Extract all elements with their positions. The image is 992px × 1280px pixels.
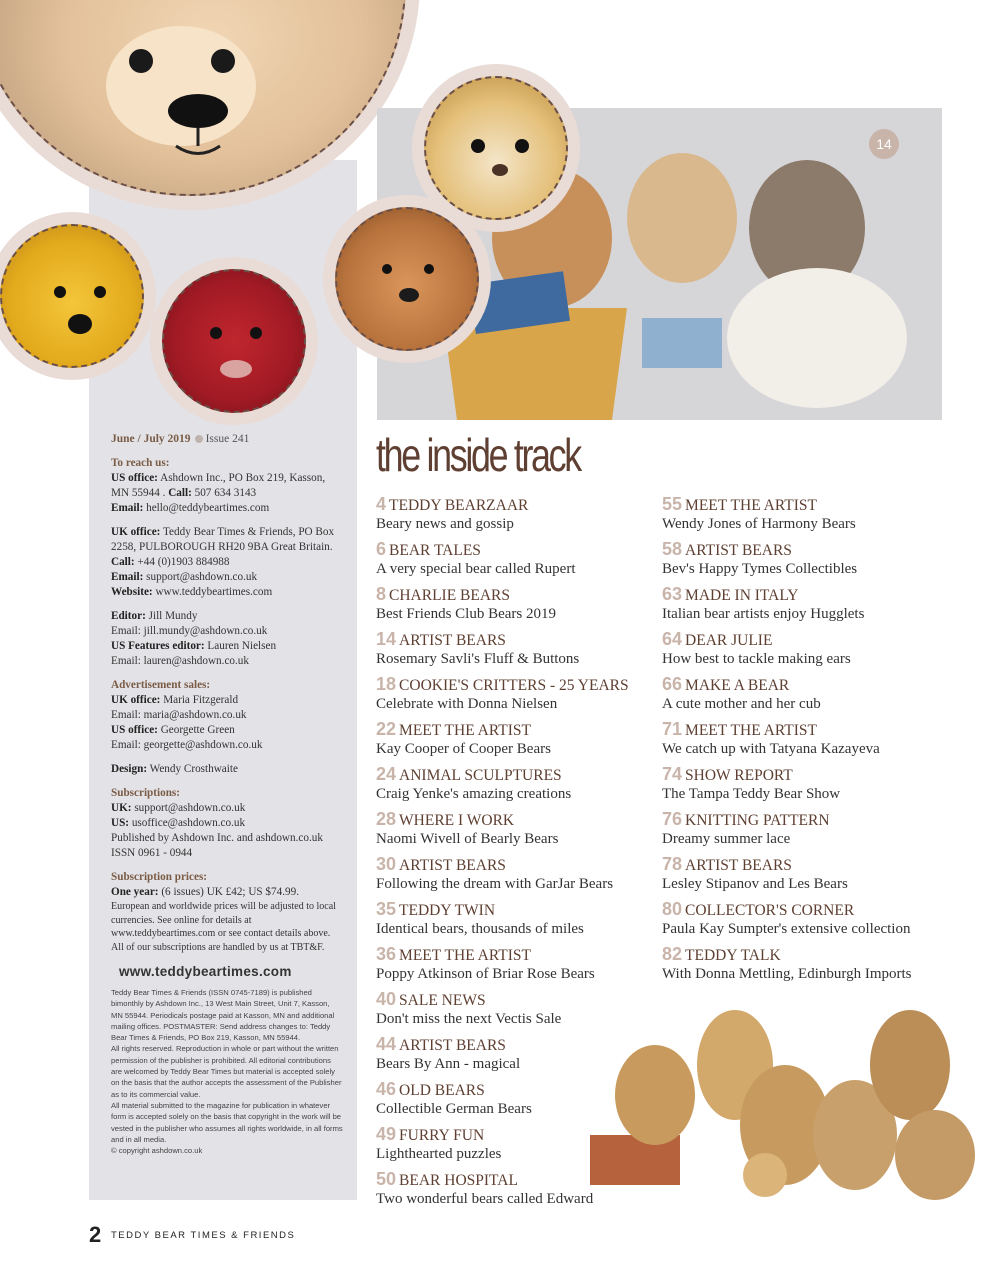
yellow-bear-face xyxy=(2,226,144,368)
contents-column-right xyxy=(662,495,962,990)
entry-heading xyxy=(662,540,962,560)
entry-heading xyxy=(662,585,962,605)
design-block xyxy=(111,762,343,777)
entry-description: We catch up with Tatyana Kazayeva xyxy=(662,741,880,757)
entry-page-number: 6 xyxy=(376,539,387,559)
entry-description: Naomi Wivell of Bearly Bears xyxy=(376,831,559,847)
photo-vintage-bears-group xyxy=(590,1005,985,1200)
entry-description: A very special bear called Rupert xyxy=(376,561,576,577)
cream-dog-face xyxy=(426,78,568,220)
legal-paragraph: Teddy Bear Times & Friends (ISSN 0745-7189) is published bimonthly by Ashdown Inc., 13 West Main Street, Unit 7, Kasson, MN 55944. Periodicals postage paid at Kasson, MN and additional mailing offices. POSTMASTER: Send address changes to: Teddy Bear Times & Friends, PO Box 219, Kasson, MN 55944. xyxy=(111,988,335,1043)
ads-block xyxy=(111,678,343,753)
red-bear-face xyxy=(164,271,306,413)
entry-page-number: 18 xyxy=(376,674,397,694)
reach-heading: To reach us: xyxy=(111,457,170,469)
subscriptions-block xyxy=(111,786,343,861)
design-name: Wendy Crosthwaite xyxy=(149,763,238,775)
entry-page-number: 8 xyxy=(376,584,387,604)
entry-heading xyxy=(376,495,676,515)
entry-title: BEAR TALES xyxy=(389,542,481,559)
entry-description: Beary news and gossip xyxy=(376,516,514,532)
entry-heading xyxy=(662,630,962,650)
entry-description: Collectible German Bears xyxy=(376,1101,532,1117)
brown-bear-face xyxy=(337,209,479,351)
design-label: Design: xyxy=(111,763,148,775)
entry-description: With Donna Mettling, Edinburgh Imports xyxy=(662,966,912,982)
entry-page-number: 82 xyxy=(662,944,683,964)
entry-page-number: 66 xyxy=(662,674,683,694)
entry-title: COOKIE'S CRITTERS - 25 YEARS xyxy=(399,677,629,694)
website-link[interactable]: www.teddybeartimes.com xyxy=(119,964,292,979)
entry-title: KNITTING PATTERN xyxy=(685,812,830,829)
us-features-email[interactable]: Email: lauren@ashdown.co.uk xyxy=(111,655,249,667)
entry-heading xyxy=(376,765,676,785)
entry-title: ARTIST BEARS xyxy=(685,542,792,559)
editor-label: Editor: xyxy=(111,610,146,622)
legal-paragraph: All material submitted to the magazine for publication in whatever form is accepted solely on the basis that copyright in the work will be vested in the publisher who assumes all rights worldwide, in all forms and in all media. xyxy=(111,1100,343,1144)
subs-us-label: US: xyxy=(111,817,130,829)
entry-title: ANIMAL SCULPTURES xyxy=(399,767,562,784)
us-email-label: Email: xyxy=(111,502,144,514)
contents-entry[interactable] xyxy=(376,540,676,578)
entry-page-number: 36 xyxy=(376,944,397,964)
ads-uk-name: Maria Fitzgerald xyxy=(163,694,239,706)
entry-page-number: 76 xyxy=(662,809,683,829)
entry-description: Lighthearted puzzles xyxy=(376,1146,502,1162)
ads-us-email[interactable]: Email: georgette@ashdown.co.uk xyxy=(111,739,263,751)
prices-block xyxy=(111,870,343,954)
entry-title: OLD BEARS xyxy=(399,1082,485,1099)
photo-circle-cream-bear xyxy=(0,0,420,210)
entry-heading xyxy=(662,945,962,965)
uk-email-label: Email: xyxy=(111,571,144,583)
contents-entry[interactable] xyxy=(376,675,676,713)
entry-title: FURRY FUN xyxy=(399,1127,485,1144)
entry-title: ARTIST BEARS xyxy=(399,632,506,649)
issue-date: June / July 2019 xyxy=(111,433,191,445)
entry-page-number: 80 xyxy=(662,899,683,919)
subscriptions-heading: Subscriptions: xyxy=(111,787,181,799)
entry-page-number: 14 xyxy=(376,629,397,649)
entry-heading xyxy=(662,810,962,830)
entry-heading xyxy=(662,675,962,695)
uk-office-address: Teddy Bear Times & Friends, PO Box 2258, PULBOROUGH RH20 9BA Great Britain. xyxy=(111,526,335,553)
contents-entry[interactable] xyxy=(376,495,676,533)
entry-page-number: 74 xyxy=(662,764,683,784)
entry-page-number: 30 xyxy=(376,854,397,874)
sidebar-credits xyxy=(111,432,343,1156)
contents-entry[interactable] xyxy=(662,675,962,713)
entry-title: MEET THE ARTIST xyxy=(399,722,532,739)
entry-page-number: 46 xyxy=(376,1079,397,1099)
contents-entry[interactable] xyxy=(662,495,962,533)
entry-title: COLLECTOR'S CORNER xyxy=(685,902,855,919)
entry-description: Celebrate with Donna Nielsen xyxy=(376,696,558,712)
uk-call-label: Call: xyxy=(111,556,135,568)
entry-page-number: 78 xyxy=(662,854,683,874)
page-number: 2 xyxy=(89,1222,102,1247)
us-features-label: US Features editor: xyxy=(111,640,205,652)
entry-title: DEAR JULIE xyxy=(685,632,773,649)
entry-heading xyxy=(376,810,676,830)
editor-name: Jill Mundy xyxy=(148,610,198,622)
entry-description: Dreamy summer lace xyxy=(662,831,791,847)
contents-entry[interactable] xyxy=(662,810,962,848)
us-office-label: US office: xyxy=(111,472,158,484)
entry-heading xyxy=(376,540,676,560)
ads-heading: Advertisement sales: xyxy=(111,679,211,691)
entry-description: Following the dream with GarJar Bears xyxy=(376,876,614,892)
entry-title: SHOW REPORT xyxy=(685,767,793,784)
uk-office-label: UK office: xyxy=(111,526,161,538)
entry-page-number: 24 xyxy=(376,764,397,784)
entry-heading xyxy=(662,765,962,785)
entry-page-number: 50 xyxy=(376,1169,397,1189)
entry-page-number: 49 xyxy=(376,1124,397,1144)
ads-uk-label: UK office: xyxy=(111,694,161,706)
entry-page-number: 71 xyxy=(662,719,683,739)
contents-entry[interactable] xyxy=(662,585,962,623)
entry-description: Kay Cooper of Cooper Bears xyxy=(376,741,551,757)
entry-title: MAKE A BEAR xyxy=(685,677,790,694)
uk-website[interactable]: www.teddybeartimes.com xyxy=(155,586,273,598)
copyright-line: © copyright ashdown.co.uk xyxy=(111,1146,203,1156)
entry-description: Bev's Happy Tymes Collectibles xyxy=(662,561,858,577)
entry-description: The Tampa Teddy Bear Show xyxy=(662,786,841,802)
contents-entry[interactable] xyxy=(662,945,962,983)
uk-website-label: Website: xyxy=(111,586,153,598)
prices-note: European and worldwide prices will be adjusted to local currencies. See online for details at www.teddybeartimes.com or see contact details above. All of our subscriptions are handled by us at TBT&F. xyxy=(111,901,336,953)
editor-email[interactable]: Email: jill.mundy@ashdown.co.uk xyxy=(111,625,268,637)
entry-description: Italian bear artists enjoy Hugglets xyxy=(662,606,865,622)
contact-block xyxy=(111,456,343,516)
entry-title: ARTIST BEARS xyxy=(399,1037,506,1054)
entry-title: WHERE I WORK xyxy=(399,812,515,829)
entry-title: MEET THE ARTIST xyxy=(399,947,532,964)
entry-page-number: 28 xyxy=(376,809,397,829)
uk-email[interactable]: support@ashdown.co.uk xyxy=(146,571,258,583)
entry-heading xyxy=(376,720,676,740)
entry-heading xyxy=(376,900,676,920)
bullet-icon xyxy=(195,435,203,443)
entry-page-number: 35 xyxy=(376,899,397,919)
contents-entry[interactable] xyxy=(662,765,962,803)
entry-page-number: 40 xyxy=(376,989,397,1009)
entry-heading xyxy=(662,855,962,875)
us-office-address: Ashdown Inc., PO Box 219, Kasson, MN 55944 . xyxy=(111,472,326,499)
publisher-line: Published by Ashdown Inc. and ashdown.co.uk ISSN 0961 - 0944 xyxy=(111,832,323,859)
entry-page-number: 22 xyxy=(376,719,397,739)
contents-entry[interactable] xyxy=(376,720,676,758)
entry-title: TEDDY TALK xyxy=(685,947,781,964)
entry-title: CHARLIE BEARS xyxy=(389,587,511,604)
entry-heading xyxy=(662,720,962,740)
entry-page-number: 55 xyxy=(662,494,683,514)
us-email[interactable]: hello@teddybeartimes.com xyxy=(146,502,270,514)
vintage-bears-illustration xyxy=(590,1005,985,1200)
contents-entry[interactable] xyxy=(662,630,962,668)
entry-description: How best to tackle making ears xyxy=(662,651,851,667)
entry-title: BEAR HOSPITAL xyxy=(399,1172,518,1189)
entry-title: TEDDY BEARZAAR xyxy=(389,497,529,514)
entry-page-number: 64 xyxy=(662,629,683,649)
entry-page-number: 4 xyxy=(376,494,387,514)
contents-entry[interactable] xyxy=(376,810,676,848)
entry-heading xyxy=(662,900,962,920)
entry-description: Poppy Atkinson of Briar Rose Bears xyxy=(376,966,595,982)
entry-heading xyxy=(376,585,676,605)
entry-title: ARTIST BEARS xyxy=(399,857,506,874)
entry-page-number: 58 xyxy=(662,539,683,559)
prices-year-label: One year: xyxy=(111,886,159,898)
contents-entry[interactable] xyxy=(662,900,962,938)
magazine-name: TEDDY BEAR TIMES & FRIENDS xyxy=(111,1230,296,1241)
entry-description: Two wonderful bears called Edward xyxy=(376,1191,594,1207)
legal-text xyxy=(111,987,343,1156)
entry-description: Craig Yenke's amazing creations xyxy=(376,786,572,802)
entry-description: A cute mother and her cub xyxy=(662,696,821,712)
contents-entry[interactable] xyxy=(376,855,676,893)
entry-page-number: 63 xyxy=(662,584,683,604)
us-call-number: 507 634 3143 xyxy=(194,487,257,499)
entry-heading xyxy=(662,495,962,515)
subs-us-email[interactable]: usoffice@ashdown.co.uk xyxy=(131,817,246,829)
entry-description: Bears By Ann - magical xyxy=(376,1056,521,1072)
contents-entry[interactable] xyxy=(376,900,676,938)
section-title: the inside track xyxy=(376,429,580,481)
entry-description: Lesley Stipanov and Les Bears xyxy=(662,876,848,892)
contents-entry[interactable] xyxy=(376,765,676,803)
contents-entry[interactable] xyxy=(662,855,962,893)
entry-description: Wendy Jones of Harmony Bears xyxy=(662,516,856,532)
ads-uk-email[interactable]: Email: maria@ashdown.co.uk xyxy=(111,709,247,721)
subs-uk-email[interactable]: support@ashdown.co.uk xyxy=(134,802,246,814)
us-features-name: Lauren Nielsen xyxy=(207,640,277,652)
contents-entry[interactable] xyxy=(376,585,676,623)
entry-heading xyxy=(376,630,676,650)
ads-us-name: Georgette Green xyxy=(160,724,235,736)
ads-us-label: US office: xyxy=(111,724,158,736)
prices-heading: Subscription prices: xyxy=(111,871,208,883)
entry-description: Rosemary Savli's Fluff & Buttons xyxy=(376,651,580,667)
entry-heading xyxy=(376,945,676,965)
entry-description: Best Friends Club Bears 2019 xyxy=(376,606,556,622)
uk-call-number: +44 (0)1903 884988 xyxy=(137,556,230,568)
editor-block xyxy=(111,609,343,669)
contents-entry[interactable] xyxy=(376,945,676,983)
entry-title: MEET THE ARTIST xyxy=(685,497,818,514)
photo-circle-brown-bear xyxy=(323,195,491,363)
entry-title: TEDDY TWIN xyxy=(399,902,496,919)
issue-number: Issue 241 xyxy=(205,433,250,445)
contents-entry[interactable] xyxy=(662,720,962,758)
photo-circle-red-bear xyxy=(150,257,318,425)
legal-paragraph: All rights reserved. Reproduction in whole or part without the written permission of the publisher is prohibited. All editorial contributions are welcomed by Teddy Bear Times but material is accepted solely on the basis that the author accepts the assessment of the Publisher as to its commercial value. xyxy=(111,1044,342,1099)
us-call-label: Call: xyxy=(168,487,192,499)
entry-title: SALE NEWS xyxy=(399,992,486,1009)
contents-entry[interactable] xyxy=(376,630,676,668)
entry-page-number: 44 xyxy=(376,1034,397,1054)
entry-description: Don't miss the next Vectis Sale xyxy=(376,1011,562,1027)
uk-contact-block xyxy=(111,525,343,600)
entry-title: MADE IN ITALY xyxy=(685,587,799,604)
issue-line xyxy=(111,432,343,447)
prices-year: (6 issues) UK £42; US $74.99. xyxy=(161,886,299,898)
entry-heading xyxy=(376,855,676,875)
entry-title: MEET THE ARTIST xyxy=(685,722,818,739)
contents-entry[interactable] xyxy=(662,540,962,578)
entry-description: Identical bears, thousands of miles xyxy=(376,921,584,937)
entry-heading xyxy=(376,675,676,695)
page-badge: 14 xyxy=(869,129,899,159)
subs-uk-label: UK: xyxy=(111,802,132,814)
entry-description: Paula Kay Sumpter's extensive collection xyxy=(662,921,911,937)
entry-title: ARTIST BEARS xyxy=(685,857,792,874)
